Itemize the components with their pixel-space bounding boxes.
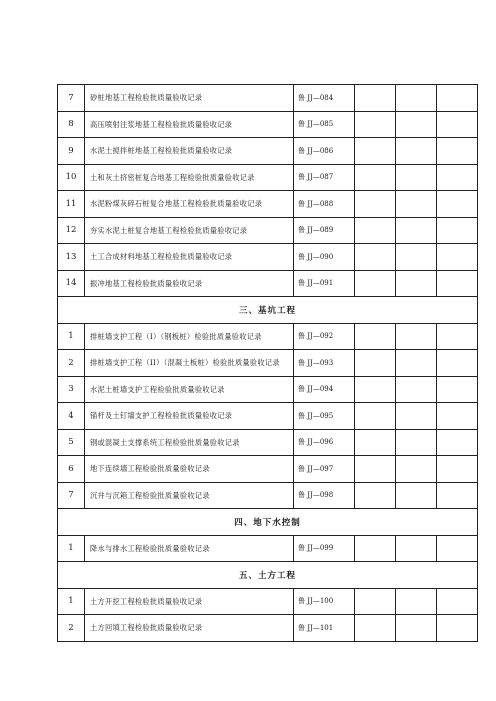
blank-cell: [437, 535, 478, 562]
row-number: 13: [58, 244, 85, 271]
blank-cell: [437, 217, 478, 244]
blank-cell: [355, 85, 396, 112]
row-number: 4: [58, 403, 85, 430]
record-name: 地下连续墙工程检验批质量验收记录: [85, 456, 294, 483]
record-index-table: [57, 84, 478, 642]
record-name: 土方回填工程检验批质量验收记录: [85, 615, 294, 642]
blank-cell: [396, 482, 437, 509]
row-number: 7: [58, 85, 85, 112]
blank-cell: [437, 111, 478, 138]
record-name: 排桩墙支护工程（II）（混凝土板桩）检验批质量验收记录: [85, 350, 294, 377]
blank-cell: [437, 270, 478, 297]
record-name: 沉井与沉箱工程检验批质量验收记录: [85, 482, 294, 509]
blank-cell: [355, 138, 396, 165]
blank-cell: [355, 191, 396, 218]
blank-cell: [437, 350, 478, 377]
form-code: 鲁 JJ—085: [294, 111, 355, 138]
record-name: 土方开挖工程检验批质量验收记录: [85, 588, 294, 615]
record-name: 水泥粉煤灰碎石桩复合地基工程检验批质量验收记录: [85, 191, 294, 218]
table-row: [58, 323, 478, 350]
table-row: [58, 535, 478, 562]
form-code: 鲁 JJ—092: [294, 323, 355, 350]
record-name: 夯实水泥土桩复合地基工程检验批质量验收记录: [85, 217, 294, 244]
form-code: 鲁 JJ—091: [294, 270, 355, 297]
record-name: 水泥土搅拌桩地基工程检验批质量验收记录: [85, 138, 294, 165]
blank-cell: [396, 535, 437, 562]
blank-cell: [355, 403, 396, 430]
blank-cell: [355, 429, 396, 456]
form-code: 鲁 JJ—095: [294, 403, 355, 430]
record-name: 高压喷射注浆地基工程检验批质量验收记录: [85, 111, 294, 138]
form-code: 鲁 JJ—096: [294, 429, 355, 456]
blank-cell: [396, 403, 437, 430]
blank-cell: [396, 429, 437, 456]
section-header-row: [58, 562, 478, 589]
blank-cell: [355, 270, 396, 297]
table-row: [58, 138, 478, 165]
record-name: 砂桩地基工程检验批质量验收记录: [85, 85, 294, 112]
row-number: 3: [58, 376, 85, 403]
table-row: [58, 350, 478, 377]
form-code: 鲁 JJ—089: [294, 217, 355, 244]
blank-cell: [355, 456, 396, 483]
blank-cell: [396, 615, 437, 642]
table-row: [58, 270, 478, 297]
blank-cell: [437, 138, 478, 165]
row-number: 6: [58, 456, 85, 483]
blank-cell: [355, 535, 396, 562]
record-name: 锚杆及土钉墙支护工程检验批质量验收记录: [85, 403, 294, 430]
row-number: 11: [58, 191, 85, 218]
record-name: 土工合成材料地基工程检验批质量验收记录: [85, 244, 294, 271]
table-row: [58, 244, 478, 271]
row-number: 2: [58, 350, 85, 377]
section-title: 四、地下水控制: [58, 509, 478, 536]
row-number: 14: [58, 270, 85, 297]
table-row: [58, 191, 478, 218]
blank-cell: [437, 85, 478, 112]
table-row: [58, 111, 478, 138]
record-name: 振冲地基工程检验批质量验收记录: [85, 270, 294, 297]
form-code: 鲁 JJ—094: [294, 376, 355, 403]
blank-cell: [355, 323, 396, 350]
table-row: [58, 164, 478, 191]
blank-cell: [355, 164, 396, 191]
record-index-body: [58, 85, 478, 642]
form-code: 鲁 JJ—090: [294, 244, 355, 271]
blank-cell: [437, 244, 478, 271]
section-title: 三、基坑工程: [58, 297, 478, 324]
row-number: 1: [58, 323, 85, 350]
blank-cell: [355, 588, 396, 615]
blank-cell: [396, 270, 437, 297]
table-row: [58, 376, 478, 403]
row-number: 10: [58, 164, 85, 191]
table-row: [58, 217, 478, 244]
blank-cell: [437, 429, 478, 456]
row-number: 7: [58, 482, 85, 509]
table-row: [58, 85, 478, 112]
record-name: 钢或混凝土支撑系统工程检验批质量验收记录: [85, 429, 294, 456]
record-name: 降水与排水工程检验批质量验收记录: [85, 535, 294, 562]
blank-cell: [396, 588, 437, 615]
blank-cell: [355, 482, 396, 509]
blank-cell: [396, 350, 437, 377]
blank-cell: [355, 244, 396, 271]
form-code: 鲁 JJ—099: [294, 535, 355, 562]
row-number: 1: [58, 588, 85, 615]
blank-cell: [437, 376, 478, 403]
blank-cell: [396, 138, 437, 165]
blank-cell: [437, 323, 478, 350]
form-code: 鲁 JJ—088: [294, 191, 355, 218]
blank-cell: [396, 244, 437, 271]
blank-cell: [396, 85, 437, 112]
form-code: 鲁 JJ—084: [294, 85, 355, 112]
form-code: 鲁 JJ—086: [294, 138, 355, 165]
blank-cell: [355, 217, 396, 244]
row-number: 5: [58, 429, 85, 456]
blank-cell: [355, 615, 396, 642]
row-number: 1: [58, 535, 85, 562]
blank-cell: [396, 217, 437, 244]
row-number: 8: [58, 111, 85, 138]
blank-cell: [396, 111, 437, 138]
blank-cell: [396, 376, 437, 403]
table-row: [58, 403, 478, 430]
section-title: 五、土方工程: [58, 562, 478, 589]
blank-cell: [437, 456, 478, 483]
blank-cell: [355, 111, 396, 138]
blank-cell: [396, 191, 437, 218]
table-row: [58, 482, 478, 509]
table-row: [58, 456, 478, 483]
blank-cell: [437, 482, 478, 509]
row-number: 12: [58, 217, 85, 244]
blank-cell: [437, 191, 478, 218]
row-number: 9: [58, 138, 85, 165]
record-name: 水泥土桩墙支护工程检验批质量验收记录: [85, 376, 294, 403]
blank-cell: [355, 350, 396, 377]
form-code: 鲁 JJ—100: [294, 588, 355, 615]
form-code: 鲁 JJ—098: [294, 482, 355, 509]
row-number: 2: [58, 615, 85, 642]
blank-cell: [396, 456, 437, 483]
form-code: 鲁 JJ—097: [294, 456, 355, 483]
record-index-table-container: [57, 84, 462, 642]
form-code: 鲁 JJ—093: [294, 350, 355, 377]
section-header-row: [58, 509, 478, 536]
record-name: 排桩墙支护工程（I）（钢板桩）检验批质量验收记录: [85, 323, 294, 350]
table-row: [58, 615, 478, 642]
blank-cell: [437, 588, 478, 615]
table-row: [58, 588, 478, 615]
blank-cell: [396, 323, 437, 350]
blank-cell: [396, 164, 437, 191]
section-header-row: [58, 297, 478, 324]
form-code: 鲁 JJ—087: [294, 164, 355, 191]
blank-cell: [437, 164, 478, 191]
blank-cell: [437, 403, 478, 430]
blank-cell: [437, 615, 478, 642]
form-code: 鲁 JJ—101: [294, 615, 355, 642]
blank-cell: [355, 376, 396, 403]
record-name: 土和灰土挤密桩复合地基工程检验批质量验收记录: [85, 164, 294, 191]
table-row: [58, 429, 478, 456]
